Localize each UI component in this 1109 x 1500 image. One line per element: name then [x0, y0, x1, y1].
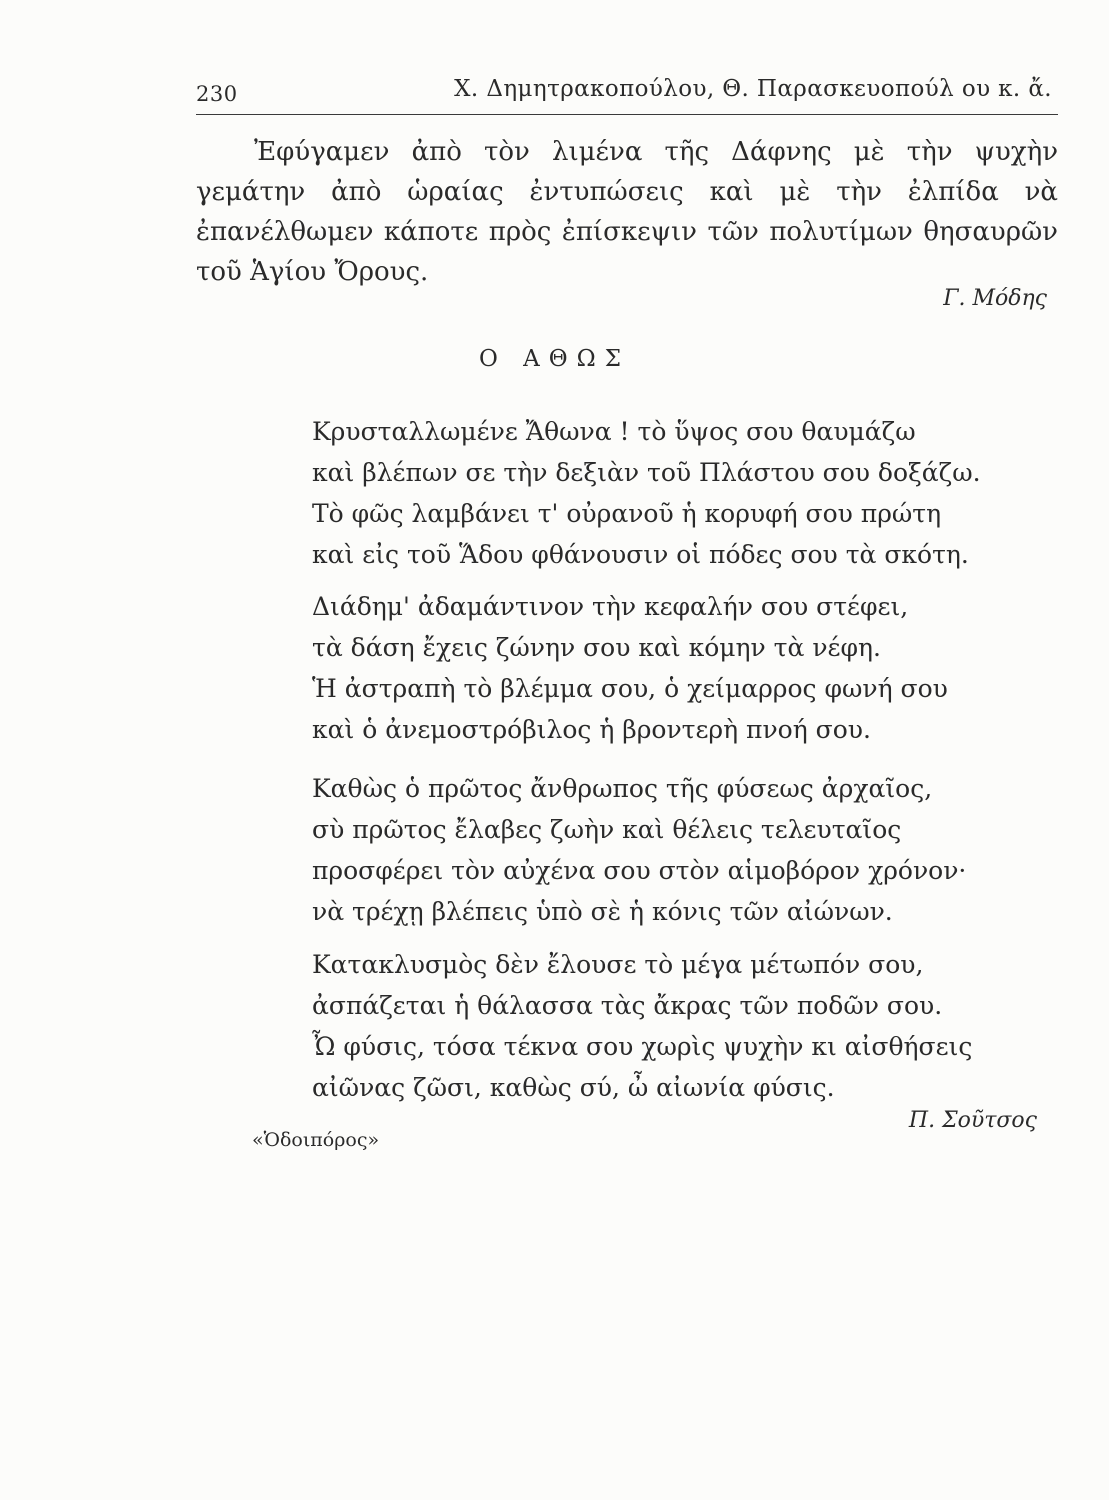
poem-line: Καθὼς ὁ πρῶτος ἄνθρωπος τῆς φύσεως ἀρχαῖος, [312, 774, 933, 803]
prose-block [196, 132, 1058, 292]
poem-line: Κρυσταλλωμένε Ἄθωνα ! τὸ ὕψος σου θαυμάζω [312, 417, 916, 446]
poem-line: Ὦ φύσις, τόσα τέκνα σου χωρὶς ψυχὴν κι αἰσθήσεις [312, 1032, 973, 1061]
stanza-4 [312, 944, 1012, 1108]
poem-line: αἰῶνας ζῶσι, καθὼς σύ, ὦ αἰωνία φύσις. [312, 1073, 835, 1102]
running-head: Χ. Δημητρακοπούλου, Θ. Παρασκευοπούλ ου κ. ἄ. [454, 76, 1052, 102]
poem-line: Τὸ φῶς λαμβάνει τ' οὐρανοῦ ἡ κορυφή σου πρώτη [312, 499, 942, 528]
stanza-1 [312, 411, 1012, 575]
poem-line: τὰ δάση ἔχεις ζώνην σου καὶ κόμην τὰ νέφη. [312, 633, 881, 662]
poem-source: «Ὁδοιπόρος» [252, 1129, 380, 1151]
stanza-2 [312, 586, 1012, 750]
poem-title: Ο ΑΘΩΣ [479, 346, 630, 372]
stanza-3 [312, 768, 1012, 932]
poem-line: Ἡ ἀστραπὴ τὸ βλέμμα σου, ὁ χείμαρρος φωνή σου [312, 674, 948, 703]
poem-signature: Π. Σοῦτσος [908, 1108, 1037, 1133]
poem-line: ἀσπάζεται ἡ θάλασσα τὰς ἄκρας τῶν ποδῶν σου. [312, 991, 943, 1020]
poem-line: προσφέρει τὸν αὐχένα σου στὸν αἱμοβόρον χρόνον· [312, 856, 967, 885]
poem-line: νὰ τρέχῃ βλέπεις ὑπὸ σὲ ἡ κόνις τῶν αἰώνων. [312, 897, 893, 926]
prose-paragraph: Ἐφύγαμεν ἀπὸ τὸν λιμένα τῆς Δάφνης μὲ τὴν ψυχὴν γεμάτην ἀπὸ ὡραίας ἐντυπώσεις καὶ μὲ τὴν ἐλπίδα νὰ ἐπανέλθωμεν κάποτε πρὸς ἐπίσκεψιν τῶν πολυτίμων θησαυρῶν τοῦ Ἁγίου Ὄρους. [196, 137, 1058, 287]
poem-line: Διάδημ' ἀδαμάντινον τὴν κεφαλήν σου στέφει, [312, 592, 909, 621]
poem-line: σὺ πρῶτος ἔλαβες ζωὴν καὶ θέλεις τελευταῖος [312, 815, 902, 844]
poem-line: καὶ βλέπων σε τὴν δεξιὰν τοῦ Πλάστου σου δοξάζω. [312, 458, 981, 487]
poem-line: καὶ εἰς τοῦ Ἅδου φθάνουσιν οἱ πόδες σου τὰ σκότη. [312, 540, 969, 569]
page-header [196, 70, 1058, 115]
page-number: 230 [196, 82, 238, 106]
poem-line: καὶ ὁ ἀνεμοστρόβιλος ἡ βροντερὴ πνοή σου. [312, 715, 871, 744]
prose-signature: Γ. Μόδης [943, 286, 1047, 311]
poem-line: Κατακλυσμὸς δὲν ἔλουσε τὸ μέγα μέτωπόν σου, [312, 950, 924, 979]
